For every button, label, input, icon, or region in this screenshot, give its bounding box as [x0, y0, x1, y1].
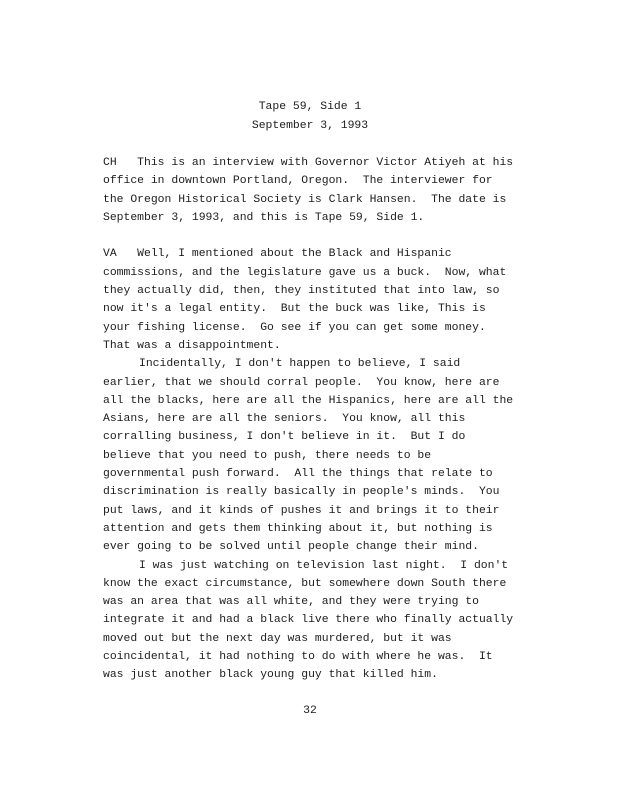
tape-label: Tape 59, Side 1: [258, 101, 362, 113]
text-line: corralling business, I don't believe in it. But I do: [103, 431, 466, 444]
paragraph-television: [103, 557, 523, 685]
text-line: know the exact circumstance, but somewhere down South there: [103, 577, 507, 590]
text-line: your fishing license. Go see if you can get some money.: [103, 321, 486, 334]
text-line: the Oregon Historical Society is Clark Hansen. The date is: [103, 193, 507, 206]
text-line: was an area that was all white, and they were trying to: [103, 596, 479, 609]
text-line: earlier, that we should corral people. You know, here are: [103, 376, 500, 389]
text-line: moved out but the next day was murdered, but it was: [103, 632, 452, 645]
text-line: commissions, and the legislature gave us a buck. Now, what: [103, 266, 507, 279]
text-line: CH This is an interview with Governor Victor Atiyeh at his: [103, 157, 514, 169]
text-line: ever going to be solved until people change their mind.: [103, 541, 479, 554]
text-line: all the blacks, here are all the Hispanics, here are all the: [103, 394, 514, 407]
text-line: Asians, here are all the seniors. You know, all this: [103, 413, 466, 426]
text-line: integrate it and had a black live there who finally actually: [103, 614, 514, 627]
text-line: governmental push forward. All the things that relate to: [103, 468, 493, 481]
text-line: Incidentally, I don't happen to believe, I said: [139, 358, 461, 371]
text-line: attention and gets them thinking about it, but nothing is: [103, 522, 493, 535]
transcript-body: [103, 154, 523, 685]
text-line: coincidental, it had nothing to do with where he was. It: [103, 651, 493, 664]
text-line: believe that you need to push, there needs to be: [103, 449, 432, 462]
text-line: VA Well, I mentioned about the Black and Hispanic: [103, 248, 452, 261]
interview-date: September 3, 1993: [251, 120, 369, 132]
text-line: was just another black young guy that killed him.: [103, 669, 438, 682]
text-line: September 3, 1993, and this is Tape 59, Side 1.: [103, 211, 425, 224]
paragraph-va-commissions: [103, 245, 523, 355]
paragraph-incidentally: [103, 355, 523, 556]
text-line: office in downtown Portland, Oregon. The interviewer for: [103, 175, 493, 188]
text-line: I was just watching on television last night. I don't: [139, 559, 509, 572]
text-line: they actually did, then, they instituted that into law, so: [103, 285, 500, 298]
paragraph-ch-intro: [103, 154, 523, 227]
text-line: That was a disappointment.: [103, 339, 281, 352]
page-number: 32: [303, 705, 317, 717]
text-line: put laws, and it kinds of pushes it and brings it to their: [103, 504, 500, 517]
paragraph-gap: [103, 227, 523, 245]
transcript-header: [0, 98, 620, 136]
text-line: now it's a legal entity. But the buck was like, This is: [103, 303, 486, 316]
text-line: discrimination is really basically in people's minds. You: [103, 486, 500, 499]
